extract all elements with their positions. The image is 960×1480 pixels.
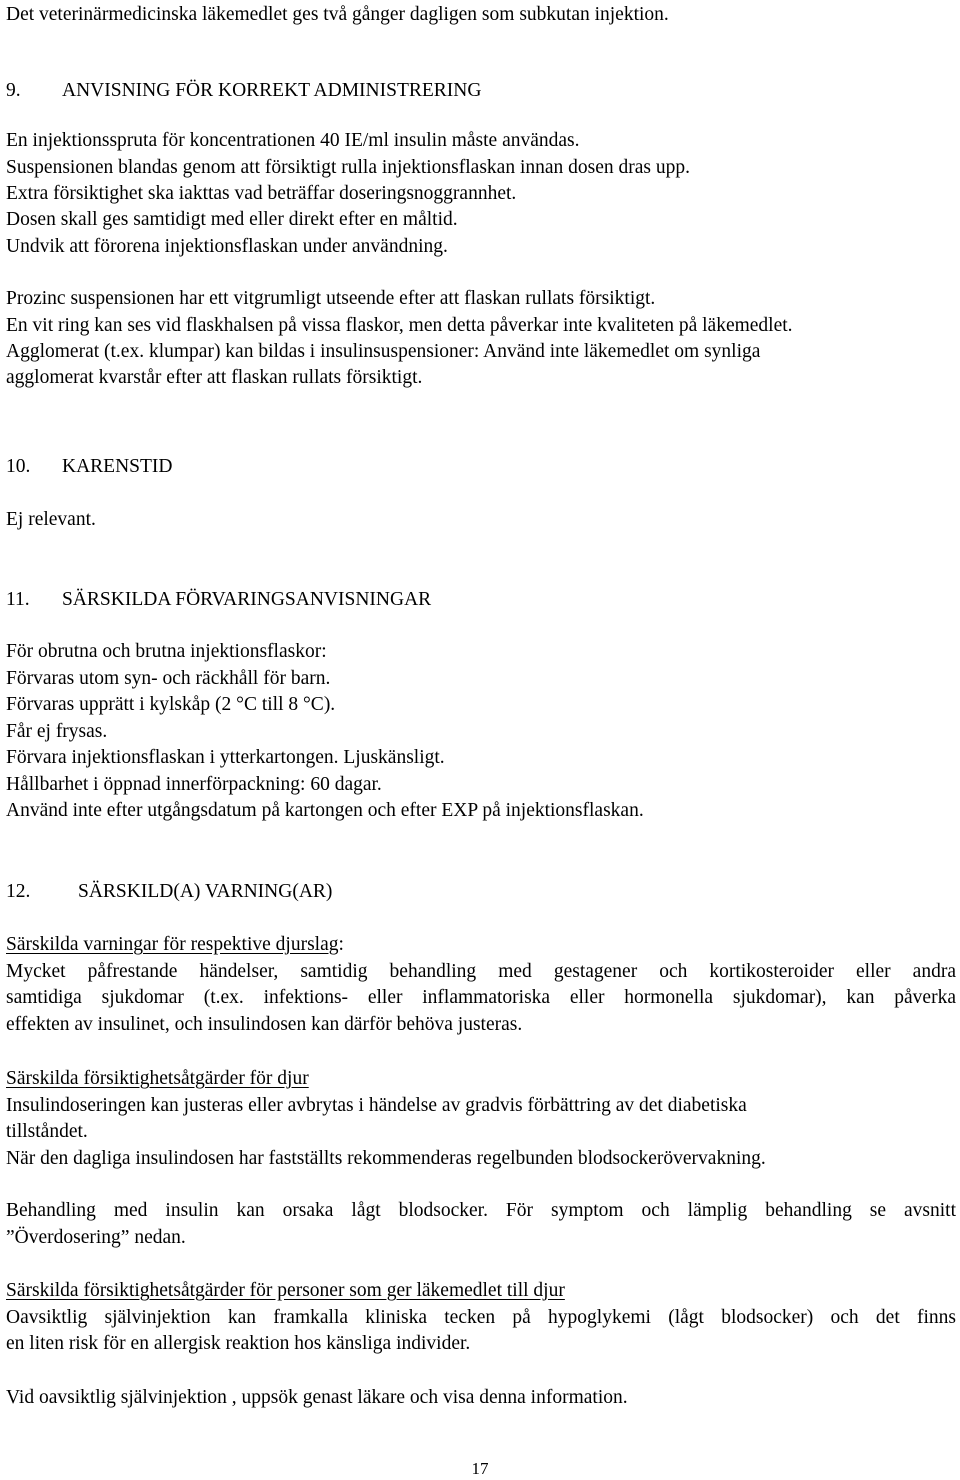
section-12-number: 12. xyxy=(6,881,31,902)
s12-persons-line-1: Oavsiktlig självinjektion kan framkalla kliniska tecken på hypoglykemi (lågt blodsocker) och det finns xyxy=(6,1307,956,1328)
s12-selfinjection-line: Vid oavsiktlig självinjektion , uppsök genast läkare och visa denna information. xyxy=(6,1387,628,1408)
s12-warnings-line-1: Mycket påfrestande händelser, samtidig behandling med gestagener och kortikosteroider eller andra xyxy=(6,961,956,982)
section-12-title: SÄRSKILD(A) VARNING(AR) xyxy=(78,881,333,902)
section-10-number: 10. xyxy=(6,456,31,477)
s9-line-9: agglomerat kvarstår efter att flaskan rullats försiktigt. xyxy=(6,367,423,388)
section-9-number: 9. xyxy=(6,80,21,101)
s9-line-3: Extra försiktighet ska iakttas vad beträffar doseringsnoggrannhet. xyxy=(6,183,517,204)
section-11-title: SÄRSKILDA FÖRVARINGSANVISNINGAR xyxy=(62,589,432,610)
s12-animals-line-1: Insulindoseringen kan justeras eller avbrytas i händelse av gradvis förbättring av det diabetiska xyxy=(6,1095,747,1116)
s12-subheading-animals: Särskilda försiktighetsåtgärder för djur xyxy=(6,1068,309,1089)
section-10-title: KARENSTID xyxy=(62,456,173,477)
s12-animals-line-3: När den dagliga insulindosen har fastställts rekommenderas regelbunden blodsockerövervakning. xyxy=(6,1148,766,1169)
s12-warnings-line-3: effekten av insulinet, och insulindosen kan därför behöva justeras. xyxy=(6,1014,523,1035)
section-9-heading xyxy=(6,78,481,104)
s12-hypo-line-2: ”Överdosering” nedan. xyxy=(6,1227,186,1248)
s12-subheading-warnings-colon: : xyxy=(338,934,344,955)
s11-line-6: Hållbarhet i öppnad innerförpackning: 60 dagar. xyxy=(6,774,382,795)
s9-line-2: Suspensionen blandas genom att försiktigt rulla injektionsflaskan innan dosen dras upp. xyxy=(6,157,691,178)
s9-line-6: Prozinc suspensionen har ett vitgrumligt utseende efter att flaskan rullats försiktigt. xyxy=(6,288,656,309)
section-10-heading xyxy=(6,454,173,480)
s11-line-1: För obrutna och brutna injektionsflaskor: xyxy=(6,641,327,662)
s12-subheading-warnings xyxy=(6,932,344,958)
s10-line-1: Ej relevant. xyxy=(6,509,96,530)
section-11-number: 11. xyxy=(6,589,30,610)
intro-line: Det veterinärmedicinska läkemedlet ges två gånger dagligen som subkutan injektion. xyxy=(6,4,669,25)
s9-line-8: Agglomerat (t.ex. klumpar) kan bildas i insulinsuspensioner: Använd inte läkemedlet om synliga xyxy=(6,341,761,362)
page-number: 17 xyxy=(471,1459,489,1478)
s11-line-2: Förvaras utom syn- och räckhåll för barn. xyxy=(6,668,331,689)
s12-subheading-persons: Särskilda försiktighetsåtgärder för personer som ger läkemedlet till djur xyxy=(6,1280,565,1301)
section-11-heading xyxy=(6,587,431,613)
s9-line-1: En injektionsspruta för koncentrationen 40 IE/ml insulin måste användas. xyxy=(6,130,580,151)
section-12-heading xyxy=(6,879,332,905)
s12-animals-line-2: tillståndet. xyxy=(6,1121,88,1142)
s12-persons-line-2: en liten risk för en allergisk reaktion hos känsliga individer. xyxy=(6,1333,471,1354)
s12-warnings-line-2: samtidiga sjukdomar (t.ex. infektions- eller inflammatoriska eller hormonella sjukdomar), kan påverka xyxy=(6,987,956,1008)
s11-line-5: Förvara injektionsflaskan i ytterkartongen. Ljuskänsligt. xyxy=(6,747,445,768)
s11-line-7: Använd inte efter utgångsdatum på kartongen och efter EXP på injektionsflaskan. xyxy=(6,800,644,821)
s12-hypo-line-1: Behandling med insulin kan orsaka lågt blodsocker. För symptom och lämplig behandling se avsnitt xyxy=(6,1200,956,1221)
s9-line-7: En vit ring kan ses vid flaskhalsen på vissa flaskor, men detta påverkar inte kvaliteten på läkemedlet. xyxy=(6,315,793,336)
section-9-title: ANVISNING FÖR KORREKT ADMINISTRERING xyxy=(62,80,482,101)
s9-line-4: Dosen skall ges samtidigt med eller direkt efter en måltid. xyxy=(6,209,458,230)
s11-line-4: Får ej frysas. xyxy=(6,721,108,742)
s12-subheading-warnings-text: Särskilda varningar för respektive djurslag xyxy=(6,934,339,955)
s9-line-5: Undvik att förorena injektionsflaskan under användning. xyxy=(6,236,448,257)
s11-line-3: Förvaras upprätt i kylskåp (2 °C till 8 °C). xyxy=(6,694,336,715)
